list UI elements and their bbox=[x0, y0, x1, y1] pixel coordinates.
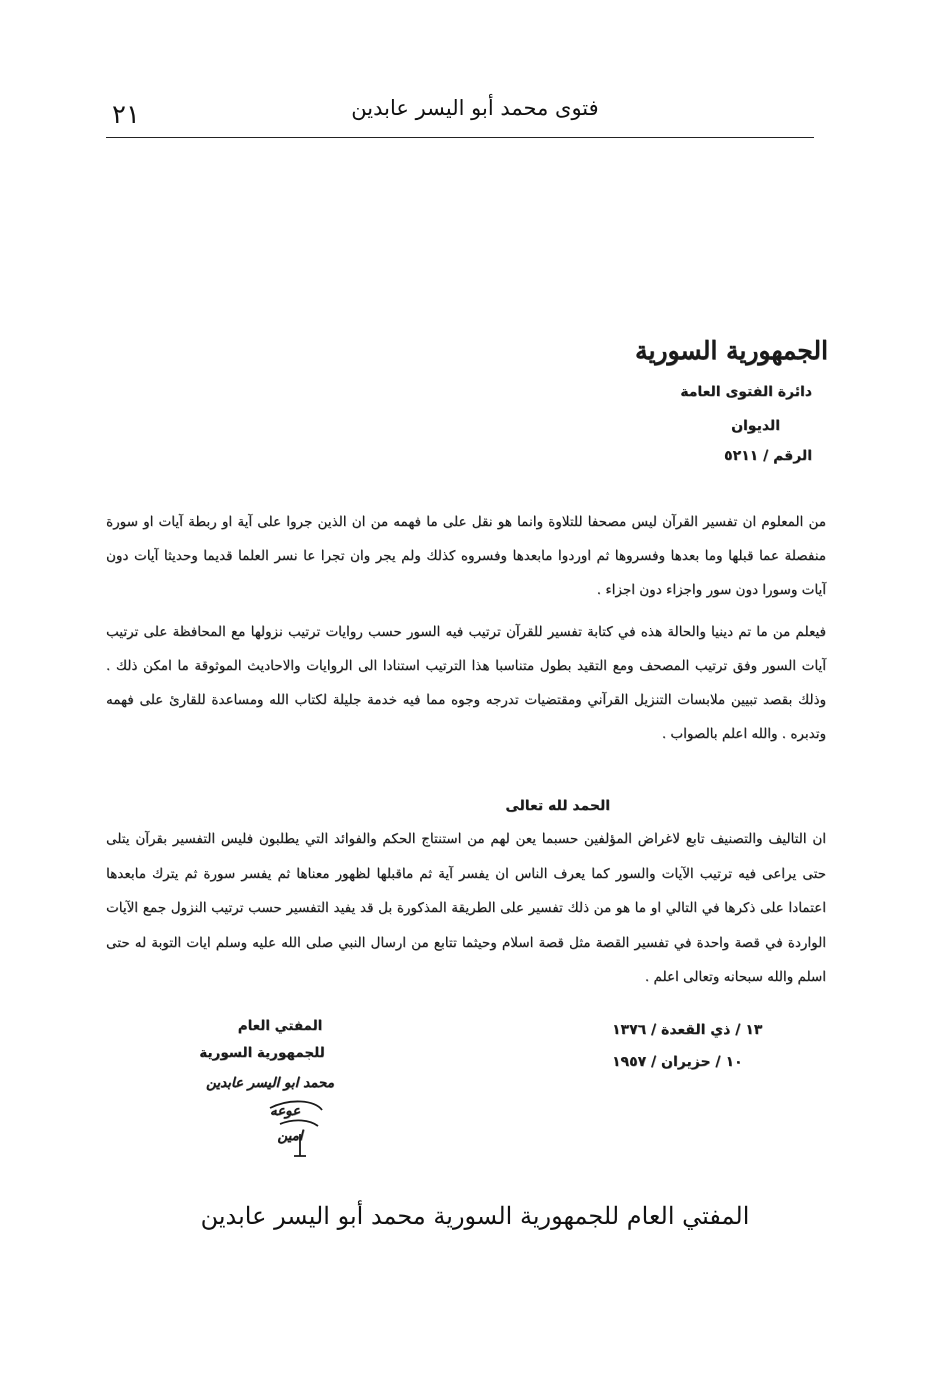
signature-line-5: امين bbox=[277, 1128, 303, 1144]
signature-title: المفتي العام bbox=[237, 1018, 323, 1034]
question-paragraph-2: فيعلم من ما تم دينيا والحالة هذه في كتابة تفسير للقرآن ترتيب فيه السور حسب روايات ترتيب نزولها مع المحافظة على ترتيب آيات السور وفق ترتيب المصحف ومع التقيد بطول متناسبا هذا الترتيب استنادا الى الروايات والاحاديث الموثوقة ما امكن ذلك . وذلك بقصد تبيين ملابسات التنزيل القرآني ومقتضيات تدرجه وجوه مما فيه خدمة جليلة لكتاب الله ومساعدة للقارئ على فهمه وتدبره . والله اعلم بالصواب . bbox=[106, 624, 826, 742]
scanned-letter bbox=[100, 320, 830, 1160]
signature-name: محمد ابو اليسر عابدين bbox=[206, 1075, 334, 1091]
page-number: ٢١ bbox=[112, 100, 140, 130]
running-title: فتوى محمد أبو اليسر عابدين bbox=[351, 96, 599, 120]
date-gregorian: ١٠ / حزيران / ١٩٥٧ bbox=[612, 1054, 743, 1070]
letterhead-emblem: الجمهورية السورية bbox=[635, 336, 828, 365]
letterhead-office: الديوان bbox=[731, 418, 780, 434]
caption: المفتي العام للجمهورية السورية محمد أبو اليسر عابدين bbox=[200, 1202, 750, 1230]
header-rule bbox=[106, 137, 814, 138]
date-hijri: ١٣ / ذي القعدة / ١٣٧٦ bbox=[612, 1022, 763, 1038]
answer-paragraph: ان التاليف والتصنيف تابع لاغراض المؤلفين حسبما يعن لهم من استنتاج الحكم والفوائد التي يطلبون فليس التفسير بقرآن يتلى حتى يراعى فيه ترتيب الآيات والسور كما يعرف الناس ان يفسر آية ثم ماقبلها لظهور معناها ثم يفسر سورة ثم يترك مابعدها اعتمادا على ذكرها في التالي او ما هو من ذلك تفسير على الطريقة المذكورة بل قد يفيد التفسير حسب ترتيب النزول جمع الآيات الواردة في قصة واحدة في تفسير القصة مثل قصة اسلام وحيثما تتابع من ارسال النبي صلى الله عليه وسلم ايات التوبة له حتى اسلم والله سبحانه وتعالى اعلم . bbox=[106, 831, 826, 985]
signature-flourish bbox=[260, 1090, 340, 1160]
answer-heading: الحمد لله تعالى bbox=[505, 798, 610, 814]
letterhead-department: دائرة الفتوى العامة bbox=[680, 384, 812, 400]
signature-country: للجمهورية السورية bbox=[199, 1045, 325, 1061]
signature-line-4: عوعه bbox=[269, 1103, 301, 1119]
question-paragraph-1: من المعلوم ان تفسير القرآن ليس مصحفا للتلاوة وانما هو نقل على ما فهمه من ان الذين جروا على آية او ربطة آيات او سورة منفصلة عما قبلها وما بعدها وفسروها ثم اوردوا مابعدها وفسروه كذلك ولم يجر وان تجرا عا نسر العلما قديما وحديثا آيات دون آيات وسورا دون سور واجزاء دون اجزاء . bbox=[106, 514, 826, 598]
letterhead-reference: الرقم / ٥٢١١ bbox=[724, 448, 812, 464]
